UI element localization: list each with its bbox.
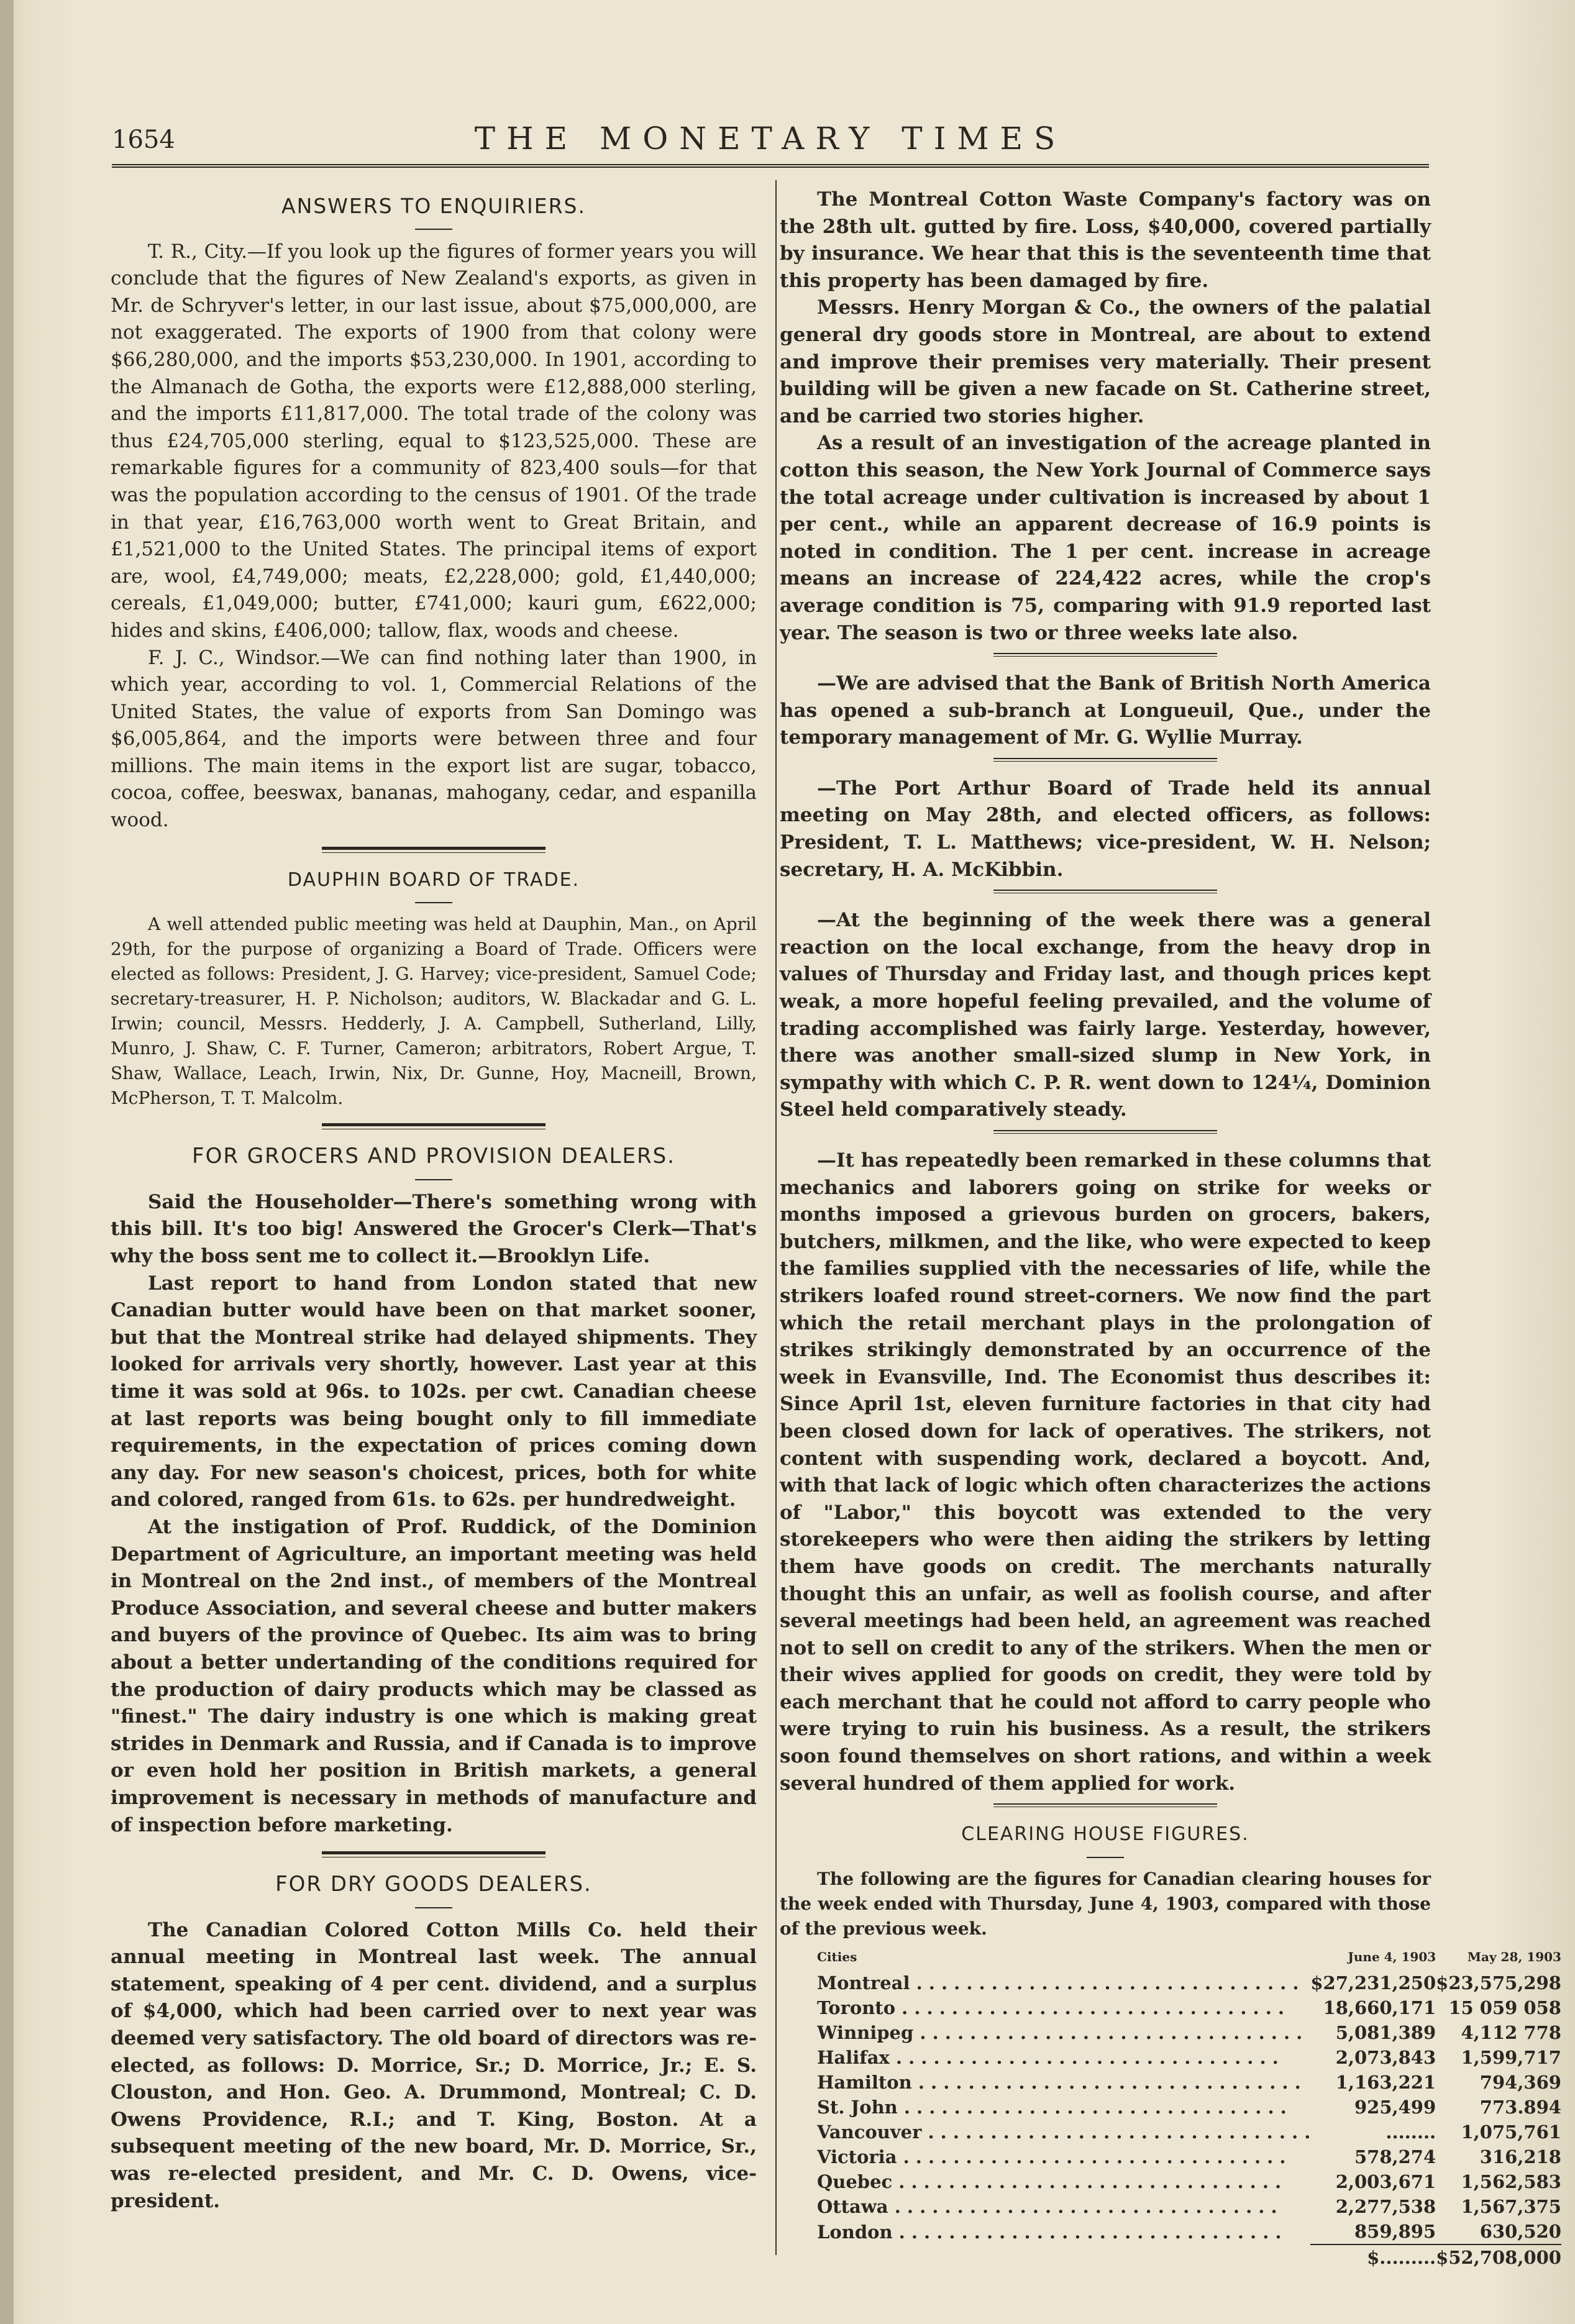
table-row	[817, 2070, 1561, 2095]
masthead: THE MONETARY TIMES	[474, 121, 1067, 157]
header-rule	[112, 164, 1429, 169]
city-cell: Hamilton . . .	[817, 2070, 1310, 2095]
table-row	[817, 2095, 1561, 2120]
heading-dash	[415, 229, 452, 230]
clearing-table-body	[817, 1971, 1561, 2244]
clearing-heading: CLEARING HOUSE FIGURES.	[961, 1823, 1249, 1846]
june-cell: 925,499	[1354, 2097, 1436, 2118]
totals-spacer	[817, 2244, 1310, 2270]
may-cell: 773.894	[1479, 2097, 1561, 2118]
grocers-heading: FOR GROCERS AND PROVISION DEALERS.	[192, 1144, 675, 1169]
city-cell: Victoria . . .	[817, 2144, 1310, 2169]
answers-paragraph: T. R., City.—If you look up the figures of former years you will conclude that the figures of New Zealand's exports, as given in Mr. de Schryver's letter, in our last issue, about $75,000,000, are not exaggerated. The exports of 1900 from that colony were $66,280,000, and the imports $53,230,000. In 1901, according to the Almanach de Gotha, the exports were £12,888,000 sterling, and the imports £11,817,000. The total trade of the colony was thus £24,705,000 sterling, equal to $123,525,000. These are remarkable figures for a community of 823,400 souls—for that was the population according to the census of 1901. Of the trade in that year, £16,763,000 worth went to Great Britain, and £1,521,000 to the United States. The principal items of export are, wool, £4,749,000; meats, £2,228,000; gold, £1,440,000; cereals, £1,049,000; butter, £741,000; kauri gum, £622,000; hides and skins, £406,000; tallow, flax, woods and cheese.	[111, 240, 757, 642]
june-cell: 2,003,671	[1335, 2171, 1436, 2193]
col-header-may: May 28, 1903	[1467, 1949, 1561, 1964]
table-row	[817, 2120, 1561, 2144]
may-cell: 1,075,761	[1461, 2121, 1561, 2143]
news-paragraph: —We are advised that the Bank of British North America has opened a sub-branch at Longueuil, Que., under the temporary management of Mr. G. Wyllie Murray.	[780, 672, 1431, 749]
news-paragraph: —At the beginning of the week there was a general reaction on the local exchange, from the heavy drop in values of Thursday and Friday last, and though prices kept weak, a more hopeful feeling prevailed, and the volume of trading accomplished was fairly large. Yesterday, however, there was another small-sized slump in New York, in sympathy with which C. P. R. went down to 124¼, Dominion Steel held comparatively steady.	[780, 909, 1431, 1121]
table-row	[817, 2020, 1561, 2045]
heading-dash	[1087, 1857, 1124, 1858]
table-row	[817, 1995, 1561, 2020]
section-separator	[993, 653, 1217, 657]
june-cell: 5,081,389	[1335, 2022, 1436, 2044]
drygoods-section	[111, 1871, 757, 2215]
city-cell: Ottawa . . .	[817, 2194, 1310, 2219]
clearing-table	[817, 1944, 1561, 2271]
city-cell: Montreal . . .	[817, 1971, 1310, 1995]
june-cell: 18,660,171	[1323, 1997, 1436, 2019]
june-cell: 859,895	[1354, 2221, 1436, 2243]
table-header-row	[817, 1944, 1561, 1971]
section-separator	[993, 1803, 1217, 1807]
drygoods-paragraph: The Canadian Colored Cotton Mills Co. held their annual meeting in Montreal last week. The annual statement, speaking of 4 per cent. dividend, and a surplus of $4,000, which had been carried over to next year was deemed very satisfactory. The old board of directors was re-elected, as follows: D. Morrice, Sr.; D. Morrice, Jr.; E. S. Clouston, and Hon. Geo. A. Drummond, Montreal; C. D. Owens Providence, R.I.; and T. King, Boston. At a subsequent meeting of the new board, Mr. D. Morrice, Sr., was re-elected president, and Mr. C. D. Owens, vice-president.	[111, 1918, 757, 2212]
section-separator	[322, 847, 546, 853]
may-cell: 630,520	[1479, 2221, 1561, 2243]
june-cell: $27,231,250	[1310, 1972, 1436, 1994]
col-header-city: Cities	[817, 1949, 857, 1964]
page-header	[112, 118, 1429, 162]
news-paragraph: —The Port Arthur Board of Trade held its annual meeting on May 28th, and elected officers, as follows: President, T. L. Matthews; vice-president, W. H. Nelson; secretary, H. A. McKibbin.	[780, 777, 1431, 881]
city-cell: St. John . . .	[817, 2095, 1310, 2120]
may-cell: 1,567,375	[1461, 2196, 1561, 2218]
answers-section	[111, 193, 757, 834]
june-cell: ........	[1386, 2121, 1436, 2143]
clearing-section	[780, 1821, 1561, 2270]
news-paragraph: —It has repeatedly been remarked in these columns that mechanics and laborers going on strike for weeks or months imposed a grievous burden on grocers, bakers, butchers, milkmen, and the like, who were expected to keep the families supplied vith the necessaries of life, while the strikers loafed round street-corners. We now find the part which the retail merchant plays in the prolongation of strikes strikingly demonstrated by an occurrence of the week in Evansville, Ind. The Economist thus describes it: Since April 1st, eleven furniture factories in that city had been closed down for lack of operatives. The strikers, not content with suspending work, declared a boycott. And, with that lack of logic which often characterizes the actions of "Labor," this boycott was extended to the very storekeepers who were then aiding the strikers by letting them have goods on credit. The merchants naturally thought this an unfair, as well as foolish course, and after several meetings had been held, an agreement was reached not to sell on credit to any of the strikers. When the men or their wives applied for goods on credit, they were told by each merchant that he could not afford to carry people who were trying to ruin his business. As a result, the strikers soon found themselves on short rations, and within a week several hundred of them applied for work.	[780, 1149, 1431, 1795]
table-row	[817, 2169, 1561, 2194]
section-separator	[322, 1123, 546, 1129]
city-cell: Winnipeg . . .	[817, 2020, 1310, 2045]
col-header-june: June 4, 1903	[1348, 1949, 1436, 1964]
may-cell: $23,575,298	[1436, 1972, 1561, 1994]
may-cell: 4,112 778	[1461, 2022, 1561, 2044]
dauphin-section	[111, 867, 757, 1111]
page-spine	[0, 0, 14, 2324]
city-cell: Halifax . . .	[817, 2045, 1310, 2070]
totals-row	[817, 2244, 1561, 2270]
section-separator	[993, 890, 1217, 893]
news-paragraph: Messrs. Henry Morgan & Co., the owners of the palatial general dry goods store in Montreal, are about to extend and improve their premises very materially. Their present building will be given a new facade on St. Catherine street, and be carried two stories higher.	[780, 296, 1431, 427]
grocers-paragraph: Last report to hand from London stated that new Canadian butter would have been on that market sooner, but that the Montreal strike had delayed shipments. They looked for arrivals very shortly, however. Last year at this time it was sold at 96s. to 102s. per cwt. Canadian cheese at last reports was being bought only to fill immediate requirements, in the expectation of prices coming down any day. For new season's choicest, prices, both for white and colored, ranged from 61s. to 62s. per hundredweight.	[111, 1272, 757, 1511]
news-paragraph: The Montreal Cotton Waste Company's factory was on the 28th ult. gutted by fire. Loss, $40,000, covered partially by insurance. We hear that this is the seventeenth time that this property has been damaged by fire.	[780, 188, 1431, 292]
may-cell: 1,599,717	[1461, 2047, 1561, 2069]
answers-paragraph: F. J. C., Windsor.—We can find nothing later than 1900, in which year, according to vol. 1, Commercial Relations of the United States, the value of exports from San Domingo was $6,005,864, and the imports were between three and four millions. The main items in the export list are sugar, tobacco, cocoa, coffee, beeswax, bananas, mahogany, cedar, and espanilla wood.	[111, 646, 757, 832]
june-cell: 2,277,538	[1335, 2196, 1436, 2218]
left-column	[111, 186, 757, 2215]
page-number: 1654	[112, 125, 175, 154]
june-cell: 1,163,221	[1335, 2072, 1436, 2094]
city-cell: Quebec . . .	[817, 2169, 1310, 2194]
may-cell: 316,218	[1479, 2146, 1561, 2168]
right-column	[780, 186, 1561, 2270]
news-paragraph: As a result of an investigation of the acreage planted in cotton this season, the New York Journal of Commerce says the total acreage under cultivation is increased by about 1 per cent., while an apparent decrease of 16.9 points is noted in condition. The 1 per cent. increase in acreage means an increase of 224,422 acres, while the crop's average condition is 75, comparing with 91.9 reported last year. The season is two or three weeks late also.	[780, 432, 1431, 644]
dauphin-heading: DAUPHIN BOARD OF TRADE.	[287, 868, 580, 891]
total-may: $52,708,000	[1436, 2244, 1561, 2270]
section-separator	[322, 1851, 546, 1857]
grocers-section	[111, 1143, 757, 1839]
section-separator	[993, 758, 1217, 762]
column-divider	[775, 180, 777, 2255]
heading-dash	[415, 1179, 452, 1180]
grocers-paragraph: At the instigation of Prof. Ruddick, of the Dominion Department of Agriculture, an important meeting was held in Montreal on the 2nd inst., of members of the Montreal Produce Association, and several cheese and butter makers and buyers of the province of Quebec. Its aim was to bring about a better undertanding of the conditions required for the production of dairy products which may be classed as "finest." The dairy industry is one which is making great strides in Denmark and Russia, and if Canada is to improve or even hold her position in British markets, a general improvement is necessary in methods of manufacture and of inspection before marketing.	[111, 1515, 757, 1836]
table-row	[817, 2194, 1561, 2219]
total-june: $.........	[1310, 2244, 1436, 2270]
heading-dash	[415, 1907, 452, 1908]
dauphin-paragraph: A well attended public meeting was held at Dauphin, Man., on April 29th, for the purpose of organizing a Board of Trade. Officers were elected as follows: President, J. G. Harvey; vice-president, Samuel Code; secretary-treasurer, H. P. Nicholson; auditors, W. Blackadar and G. L. Irwin; council, Messrs. Hedderly, J. A. Campbell, Sutherland, Lilly, Munro, J. Shaw, C. F. Turner, Cameron; arbitrators, Robert Argue, T. Shaw, Wallace, Leach, Irwin, Nix, Dr. Gunne, Hoy, Macneill, Brown, McPherson, T. T. Malcolm.	[111, 914, 757, 1109]
may-cell: 794,369	[1479, 2072, 1561, 2094]
table-row	[817, 2144, 1561, 2169]
grocers-paragraph: Said the Householder—There's something wrong with this bill. It's too big! Answered the Grocer's Clerk—That's why the boss sent me to collect it.—Brooklyn Life.	[111, 1190, 757, 1268]
table-row	[817, 2045, 1561, 2070]
city-cell: Vancouver . . .	[817, 2120, 1310, 2144]
june-cell: 2,073,843	[1335, 2047, 1436, 2069]
table-row	[817, 2219, 1561, 2244]
heading-dash	[415, 902, 452, 903]
table-row	[817, 1971, 1561, 1995]
answers-heading: ANSWERS TO ENQUIRIERS.	[281, 194, 586, 218]
drygoods-heading: FOR DRY GOODS DEALERS.	[275, 1872, 592, 1897]
section-separator	[993, 1130, 1217, 1134]
may-cell: 1,562,583	[1461, 2171, 1561, 2193]
clearing-intro: The following are the figures for Canadian clearing houses for the week ended with Thursday, June 4, 1903, compared with those of the previous week.	[780, 1868, 1431, 1939]
may-cell: 15 059 058	[1448, 1997, 1561, 2019]
june-cell: 578,274	[1354, 2146, 1436, 2168]
city-cell: London . . .	[817, 2219, 1310, 2244]
city-cell: Toronto . . .	[817, 1995, 1310, 2020]
